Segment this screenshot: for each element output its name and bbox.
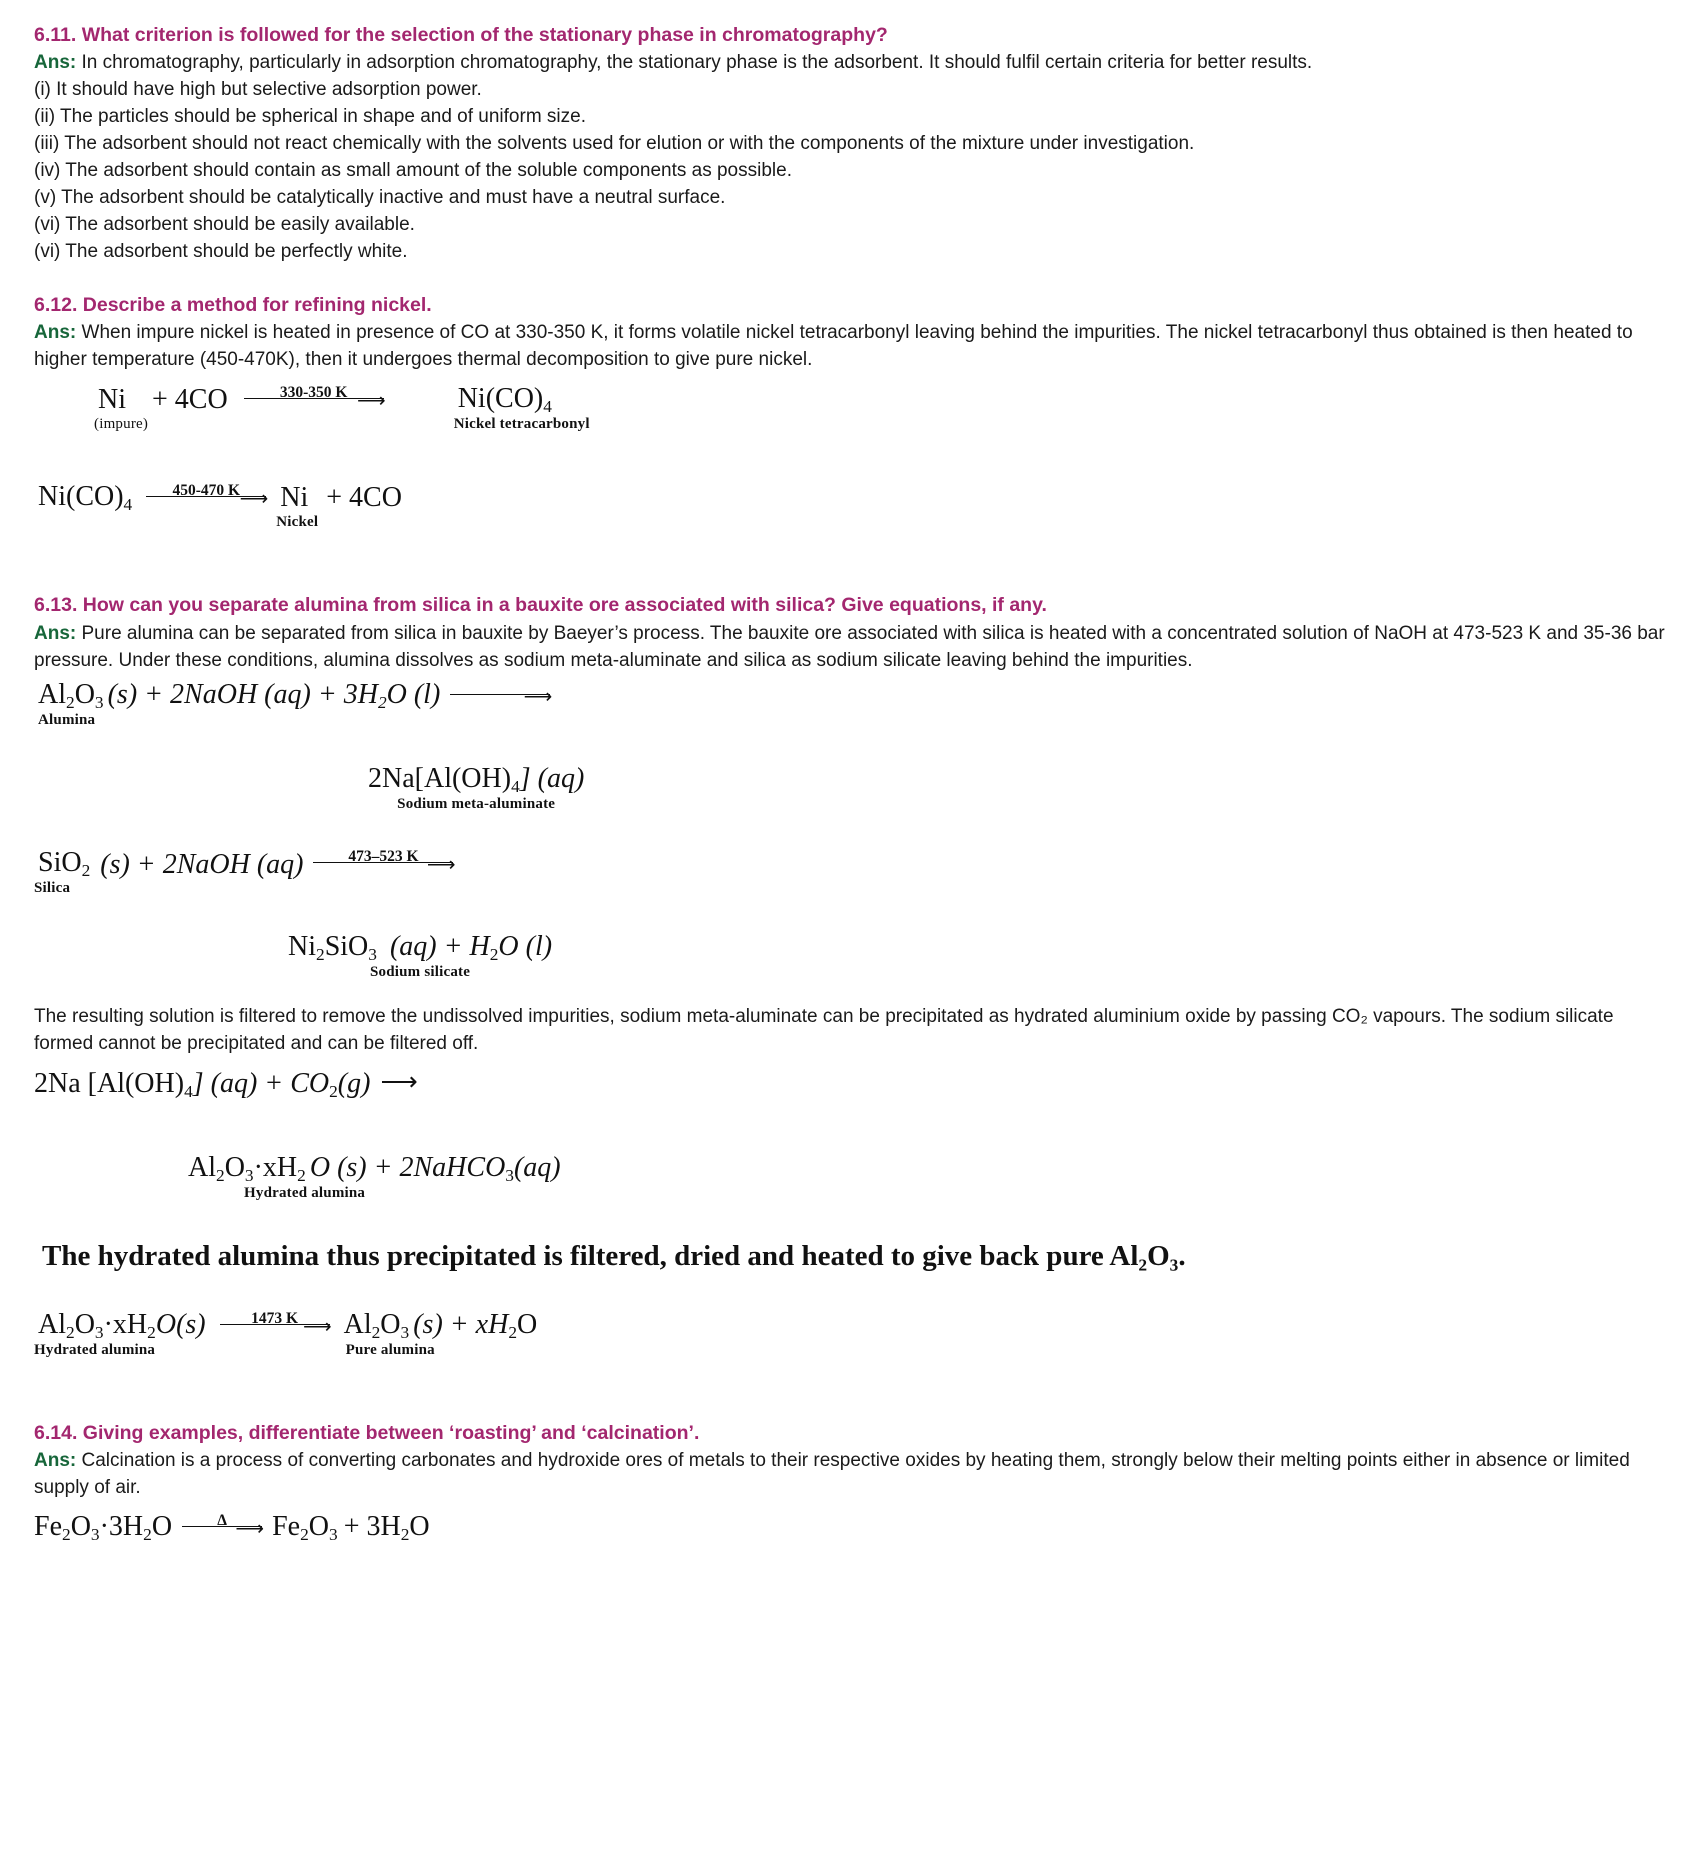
- product-nickel: Ni Nickel: [276, 482, 319, 531]
- product-co: + 4CO: [326, 482, 402, 514]
- reactant-nickel: Ni (impure): [94, 384, 149, 433]
- arrow-head: ⟶: [426, 854, 456, 877]
- mid-paragraph-6-13: The resulting solution is filtered to remove the undissolved impurities, sodium meta-aluminate can be precipitated as hydrated aluminium oxide by passing CO₂ vapours. The sodium silicate formed cannot be precipitated and can be filtered off.: [34, 1006, 1614, 1055]
- reaction-arrow: [220, 1309, 332, 1338]
- question-6-11: 6.11. What criterion is followed for the selection of the stationary phase in chromatography?: [34, 24, 888, 46]
- reaction-arrow: [146, 482, 269, 511]
- question-6-13: 6.13. How can you separate alumina from silica in a bauxite ore associated with silica? Give equations, if any.: [34, 594, 1047, 617]
- arrow-head: ⟶: [302, 1315, 332, 1338]
- reactant-state-and-naoh: (s) + 2NaOH $(aq) + 3H_2O$ (l): [107, 679, 441, 713]
- answer-6-14: [34, 1448, 1666, 1502]
- reaction-arrow: ⟶: [380, 1067, 416, 1097]
- reactant-co: + 4CO: [152, 384, 228, 416]
- reaction-arrow: [182, 1512, 265, 1541]
- reactant-label: Hydrated alumina: [34, 1341, 156, 1358]
- ans-label: Ans:: [34, 322, 77, 344]
- answer-text: Pure alumina can be separated from silica in bauxite by Baeyer’s process. The bauxite ore associated with silica is heated with a concentrated solution of NaOH at 473-523 K and 35-36 bar pressure. Under these conditions, alumina dissolves as sodium meta-aluminate and silica as sodium silicate leaving behind the impurities.: [34, 622, 1665, 671]
- answer-text: When impure nickel is heated in presence of CO at 330-350 K, it forms volatile nickel tetracarbonyl leaving behind the impurities. The nickel tetracarbonyl thus obtained is then heated to higher temperature (450-470K), then it undergoes thermal decomposition to give pure nickel.: [34, 322, 1633, 371]
- arrow-condition: 450-470 K: [172, 482, 241, 500]
- reaction-arrow: [450, 684, 553, 709]
- equation-carbonation: [34, 1067, 1666, 1201]
- reactant-sodium-meta-aluminate: 2Na $[Al(OH)_4] (aq) + CO_2(g)$: [34, 1067, 371, 1101]
- arrow-condition: 473–523 K: [348, 848, 419, 866]
- equation-alumina-naoh: [34, 679, 1666, 813]
- reactant-nickel-carbonyl: $Ni(CO)_4$: [38, 481, 133, 515]
- product-sodium-meta-aluminate: $2Na[Al(OH)_4]$ (aq) Sodium meta-aluminate: [364, 764, 588, 796]
- answer-text: Calcination is a process of converting carbonates and hydroxide ores of metals to their respective oxides by heating them, strongly below their melting points either in absence or limited supply of air.: [34, 1450, 1630, 1499]
- point-4: (iv) The adsorbent should contain as small amount of the soluble components as possible.: [34, 160, 792, 182]
- arrow-condition: 330-350 K: [279, 384, 348, 402]
- product-label: Nickel: [276, 514, 319, 531]
- reactant-nickel-label: (impure): [94, 416, 149, 433]
- reactant-hydrated-alumina: $Al_2O_3\cdot xH_2O(s)$ Hydrated alumina: [34, 1310, 210, 1342]
- reactant-silica: SiO$_2$ Silica: [34, 848, 94, 880]
- question-6-14: 6.14. Giving examples, differentiate between ‘roasting’ and ‘calcination’.: [34, 1421, 700, 1444]
- product-label: Nickel tetracarbonyl: [453, 416, 590, 433]
- answer-6-11: [34, 50, 1666, 77]
- reaction-arrow: [244, 384, 386, 413]
- answer-6-13: [34, 621, 1666, 675]
- product-nickel-carbonyl: $Ni(CO)_4$ Nickel tetracarbonyl: [453, 383, 590, 433]
- answer-text: In chromatography, particularly in adsorption chromatography, the stationary phase is the adsorbent. It should fulfil certain criteria for better results.: [76, 52, 1313, 74]
- section-6-14: [34, 1420, 1666, 1544]
- arrow-head: ⟶: [235, 1518, 265, 1541]
- arrow-head: ⟶: [239, 488, 269, 511]
- ans-label: Ans:: [34, 622, 77, 644]
- point-7: (vi) The adsorbent should be perfectly white.: [34, 241, 408, 263]
- question-6-12: 6.12. Describe a method for refining nickel.: [34, 294, 432, 317]
- equation-nickel-forward: [34, 383, 1666, 433]
- product-iron-oxide-and-water: $Fe_2O_3 + 3H_2O$: [272, 1511, 430, 1544]
- equation-silica-naoh: [34, 847, 1666, 981]
- product-label: Hydrated alumina: [244, 1184, 366, 1201]
- arrow-head: ⟶: [357, 390, 386, 413]
- reactant-hydrated-iron-oxide: $Fe_2O_3\cdot 3H_2O$: [34, 1511, 173, 1544]
- ans-label: Ans:: [34, 52, 77, 74]
- point-3: (iii) The adsorbent should not react chemically with the solvents used for elution or with the components of the mixture under investigation.: [34, 133, 1195, 155]
- product-pure-alumina: $Al_2O_3$ $(s) + xH_2O$ Pure alumina: [343, 1308, 538, 1358]
- ans-label: Ans:: [34, 1450, 77, 1472]
- section-6-12: [34, 292, 1666, 566]
- equation-nickel-reverse: [34, 481, 1666, 531]
- answer-6-12: [34, 320, 1666, 374]
- arrow-condition: 1473 K: [251, 1309, 299, 1327]
- handwritten-note: The hydrated alumina thus precipitated is filtered, dried and heated to give back pure Al₂O₃.: [42, 1239, 1186, 1272]
- reactant-alumina: $Al_2O_3$ Alumina: [34, 680, 108, 712]
- point-1: (i) It should have high but selective adsorption power.: [34, 79, 482, 101]
- product-label: Sodium meta-aluminate: [397, 796, 556, 813]
- reactant-label: Alumina: [38, 712, 96, 729]
- reaction-arrow: [313, 848, 456, 877]
- section-6-11: [34, 22, 1666, 266]
- point-6: (vi) The adsorbent should be easily available.: [34, 214, 415, 236]
- product-hydrated-alumina: $Al_2O_3\cdot xH_2$ O (s) + 2NaHCO$_3$(aq) Hydrated alumina: [188, 1151, 561, 1201]
- reactant-naoh: (s) + 2NaOH (aq): [100, 848, 304, 880]
- point-2: (ii) The particles should be spherical in shape and of uniform size.: [34, 106, 586, 128]
- point-5: (v) The adsorbent should be catalytically inactive and must have a neutral surface.: [34, 187, 726, 209]
- reactant-label: Silica: [34, 880, 71, 897]
- arrow-condition: Δ: [217, 1512, 227, 1530]
- product-label: Pure alumina: [345, 1341, 435, 1358]
- product-label: Sodium silicate: [369, 964, 471, 981]
- equation-calcination: [34, 1512, 1666, 1544]
- arrow-head: ⟶: [523, 686, 553, 709]
- product-sodium-silicate: $Ni_2SiO_3$ $(aq) + H_2O$ (l) Sodium silicate: [284, 932, 556, 964]
- equation-dehydration: [34, 1308, 1666, 1358]
- section-6-13: [34, 592, 1666, 1394]
